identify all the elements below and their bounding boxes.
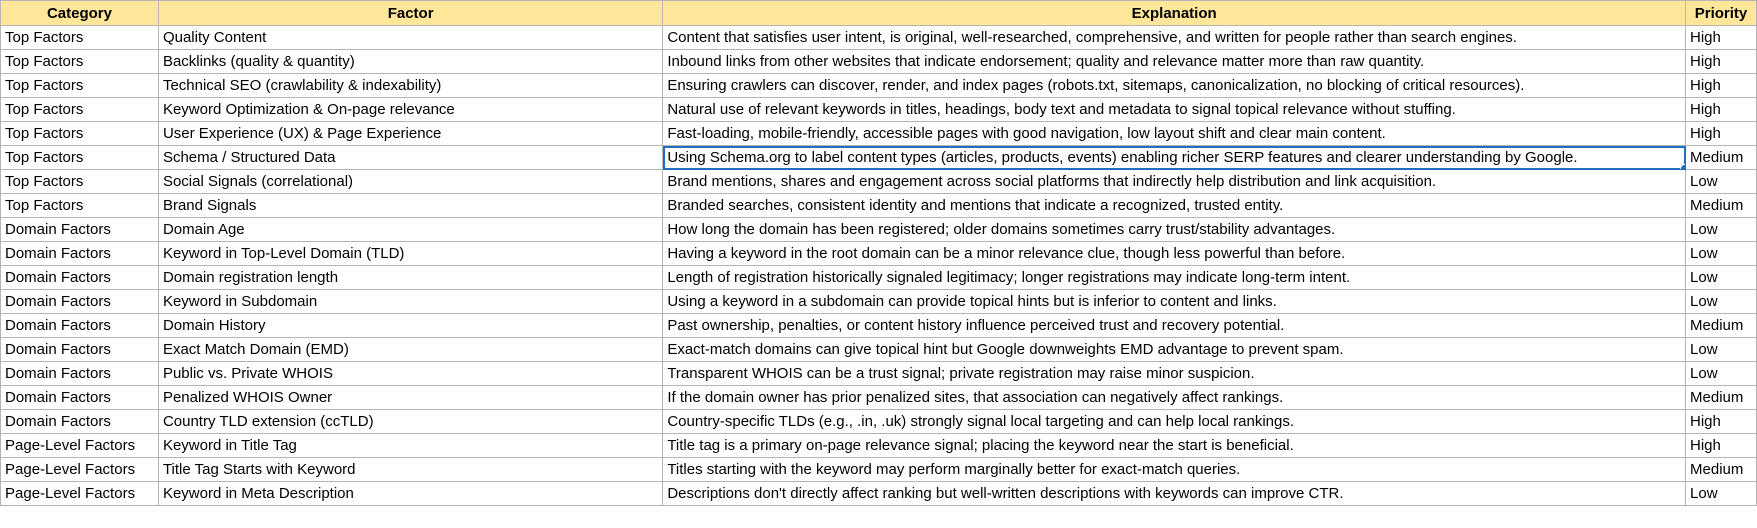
explanation-cell[interactable]: Past ownership, penalties, or content history influence perceived trust and recovery potential. [663, 314, 1686, 338]
priority-cell[interactable]: Medium [1686, 146, 1757, 170]
header-row [1, 1, 1757, 26]
table-row [1, 290, 1757, 314]
table-row [1, 458, 1757, 482]
explanation-cell[interactable]: How long the domain has been registered; older domains sometimes carry trust/stability advantages. [663, 218, 1686, 242]
priority-cell[interactable]: High [1686, 98, 1757, 122]
category-cell[interactable]: Top Factors [1, 146, 159, 170]
table-row [1, 242, 1757, 266]
factor-cell[interactable]: Brand Signals [158, 194, 662, 218]
selected-cell[interactable]: Using Schema.org to label content types (articles, products, events) enabling richer SERP features and clearer understanding by Google. [663, 146, 1686, 170]
priority-cell[interactable]: Low [1686, 242, 1757, 266]
category-cell[interactable]: Top Factors [1, 98, 159, 122]
explanation-cell[interactable]: Descriptions don't directly affect ranking but well-written descriptions with keywords can improve CTR. [663, 482, 1686, 506]
priority-cell[interactable]: Low [1686, 266, 1757, 290]
factor-cell[interactable]: Keyword in Top-Level Domain (TLD) [158, 242, 662, 266]
factor-cell[interactable]: Social Signals (correlational) [158, 170, 662, 194]
category-cell[interactable]: Top Factors [1, 26, 159, 50]
priority-cell[interactable]: High [1686, 410, 1757, 434]
priority-cell[interactable]: High [1686, 74, 1757, 98]
category-cell[interactable]: Top Factors [1, 122, 159, 146]
table-row [1, 194, 1757, 218]
table-row [1, 434, 1757, 458]
explanation-cell[interactable]: Branded searches, consistent identity and mentions that indicate a recognized, trusted entity. [663, 194, 1686, 218]
factor-cell[interactable]: Domain registration length [158, 266, 662, 290]
priority-cell[interactable]: Medium [1686, 314, 1757, 338]
category-cell[interactable]: Page-Level Factors [1, 458, 159, 482]
category-cell[interactable]: Domain Factors [1, 218, 159, 242]
table-row [1, 218, 1757, 242]
priority-cell[interactable]: Medium [1686, 458, 1757, 482]
factor-cell[interactable]: Domain Age [158, 218, 662, 242]
table-row [1, 146, 1757, 170]
factor-cell[interactable]: Title Tag Starts with Keyword [158, 458, 662, 482]
priority-cell[interactable]: High [1686, 26, 1757, 50]
explanation-cell[interactable]: Content that satisfies user intent, is original, well-researched, comprehensive, and written for people rather than search engines. [663, 26, 1686, 50]
factor-cell[interactable]: Country TLD extension (ccTLD) [158, 410, 662, 434]
factor-cell[interactable]: Backlinks (quality & quantity) [158, 50, 662, 74]
priority-cell[interactable]: Low [1686, 482, 1757, 506]
table-row [1, 338, 1757, 362]
explanation-cell[interactable]: Using a keyword in a subdomain can provide topical hints but is inferior to content and links. [663, 290, 1686, 314]
priority-cell[interactable]: High [1686, 434, 1757, 458]
priority-cell[interactable]: Low [1686, 338, 1757, 362]
factor-cell[interactable]: Technical SEO (crawlability & indexability) [158, 74, 662, 98]
table-row [1, 314, 1757, 338]
explanation-cell[interactable]: Fast-loading, mobile-friendly, accessible pages with good navigation, low layout shift and clear main content. [663, 122, 1686, 146]
category-cell[interactable]: Top Factors [1, 74, 159, 98]
explanation-cell[interactable]: Titles starting with the keyword may perform marginally better for exact-match queries. [663, 458, 1686, 482]
category-cell[interactable]: Domain Factors [1, 242, 159, 266]
factor-cell[interactable]: Keyword in Meta Description [158, 482, 662, 506]
table-row [1, 362, 1757, 386]
category-cell[interactable]: Domain Factors [1, 314, 159, 338]
category-cell[interactable]: Domain Factors [1, 338, 159, 362]
factor-cell[interactable]: Exact Match Domain (EMD) [158, 338, 662, 362]
category-cell[interactable]: Domain Factors [1, 386, 159, 410]
explanation-cell[interactable]: Title tag is a primary on-page relevance signal; placing the keyword near the start is beneficial. [663, 434, 1686, 458]
table-row [1, 482, 1757, 506]
category-cell[interactable]: Domain Factors [1, 266, 159, 290]
table-row [1, 50, 1757, 74]
factor-cell[interactable]: Keyword in Title Tag [158, 434, 662, 458]
category-cell[interactable]: Domain Factors [1, 410, 159, 434]
factor-cell[interactable]: Quality Content [158, 26, 662, 50]
column-header-factor[interactable]: Factor [158, 1, 662, 26]
table-row [1, 170, 1757, 194]
explanation-cell[interactable]: Transparent WHOIS can be a trust signal; private registration may raise minor suspicion. [663, 362, 1686, 386]
table-row [1, 74, 1757, 98]
table-row [1, 26, 1757, 50]
column-header-priority[interactable]: Priority [1686, 1, 1757, 26]
factor-cell[interactable]: User Experience (UX) & Page Experience [158, 122, 662, 146]
factor-cell[interactable]: Public vs. Private WHOIS [158, 362, 662, 386]
explanation-cell[interactable]: Inbound links from other websites that indicate endorsement; quality and relevance matter more than raw quantity. [663, 50, 1686, 74]
table-body [1, 26, 1757, 506]
factor-cell[interactable]: Keyword Optimization & On-page relevance [158, 98, 662, 122]
explanation-cell[interactable]: Length of registration historically signaled legitimacy; longer registrations may indicate long-term intent. [663, 266, 1686, 290]
category-cell[interactable]: Domain Factors [1, 362, 159, 386]
category-cell[interactable]: Domain Factors [1, 290, 159, 314]
category-cell[interactable]: Top Factors [1, 194, 159, 218]
explanation-cell[interactable]: Country-specific TLDs (e.g., .in, .uk) strongly signal local targeting and can help local rankings. [663, 410, 1686, 434]
category-cell[interactable]: Top Factors [1, 50, 159, 74]
priority-cell[interactable]: High [1686, 50, 1757, 74]
factor-cell[interactable]: Penalized WHOIS Owner [158, 386, 662, 410]
fill-handle[interactable] [1680, 164, 1686, 170]
factor-cell[interactable]: Domain History [158, 314, 662, 338]
explanation-cell[interactable]: Ensuring crawlers can discover, render, and index pages (robots.txt, sitemaps, canonicalization, no blocking of critical resources). [663, 74, 1686, 98]
column-header-explanation[interactable]: Explanation [663, 1, 1686, 26]
category-cell[interactable]: Page-Level Factors [1, 434, 159, 458]
explanation-cell[interactable]: Brand mentions, shares and engagement across social platforms that indirectly help distribution and link acquisition. [663, 170, 1686, 194]
priority-cell[interactable]: Medium [1686, 194, 1757, 218]
category-cell[interactable]: Top Factors [1, 170, 159, 194]
explanation-cell[interactable]: Natural use of relevant keywords in titles, headings, body text and metadata to signal topical relevance without stuffing. [663, 98, 1686, 122]
table-row [1, 266, 1757, 290]
category-cell[interactable]: Page-Level Factors [1, 482, 159, 506]
priority-cell[interactable]: Low [1686, 290, 1757, 314]
explanation-cell[interactable]: Having a keyword in the root domain can be a minor relevance clue, though less powerful than before. [663, 242, 1686, 266]
explanation-cell[interactable]: If the domain owner has prior penalized sites, that association can negatively affect rankings. [663, 386, 1686, 410]
priority-cell[interactable]: High [1686, 122, 1757, 146]
priority-cell[interactable]: Low [1686, 218, 1757, 242]
priority-cell[interactable]: Low [1686, 170, 1757, 194]
table-row [1, 122, 1757, 146]
table-row [1, 98, 1757, 122]
explanation-cell[interactable]: Exact-match domains can give topical hint but Google downweights EMD advantage to prevent spam. [663, 338, 1686, 362]
factor-cell[interactable]: Keyword in Subdomain [158, 290, 662, 314]
factor-cell[interactable]: Schema / Structured Data [158, 146, 662, 170]
column-header-category[interactable]: Category [1, 1, 159, 26]
table-row [1, 410, 1757, 434]
priority-cell[interactable]: Medium [1686, 386, 1757, 410]
table-row [1, 386, 1757, 410]
priority-cell[interactable]: Low [1686, 362, 1757, 386]
